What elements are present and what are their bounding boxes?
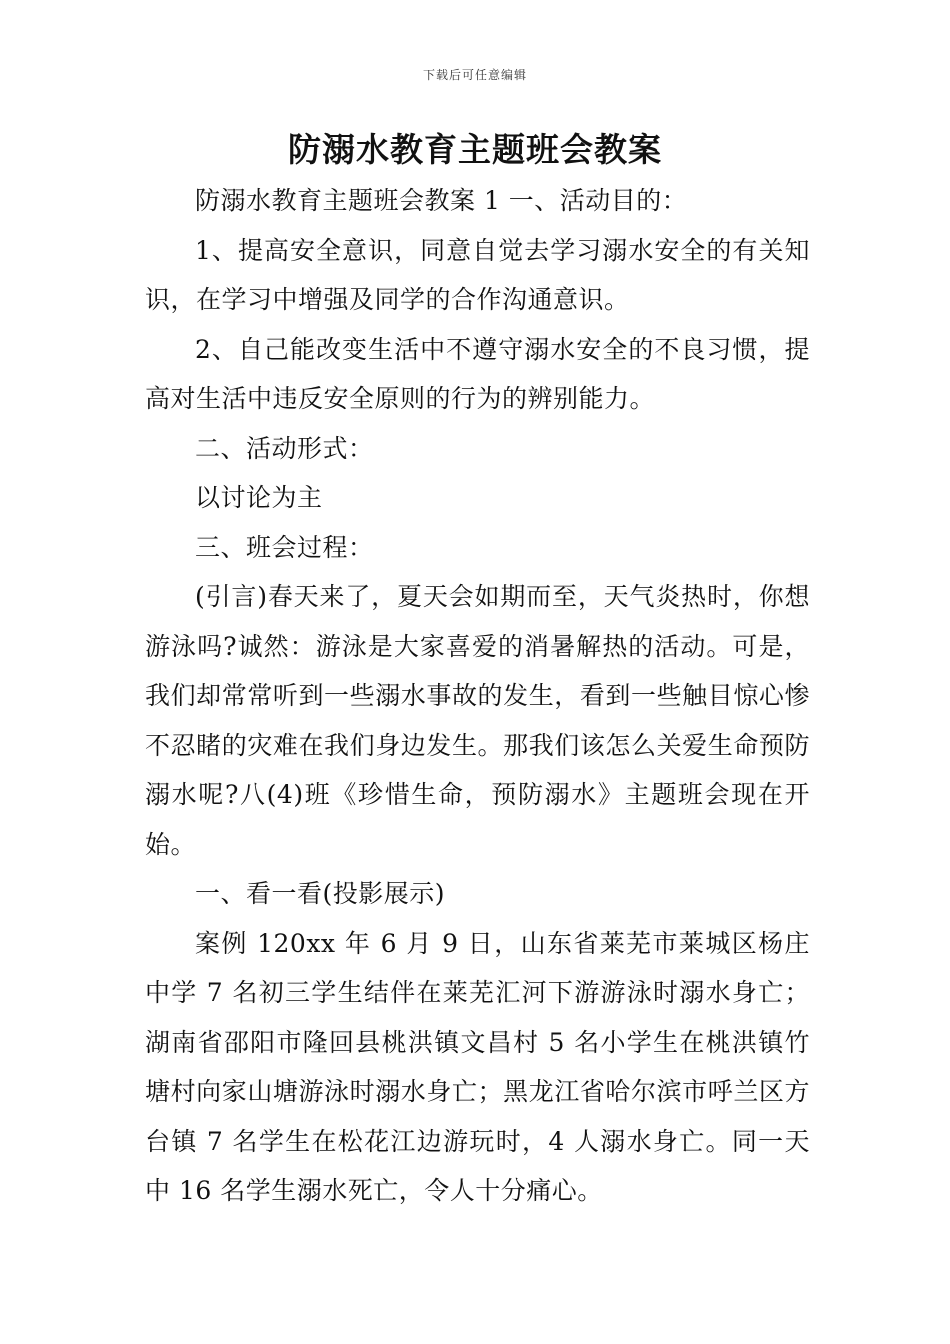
paragraph-preface: (引言)春天来了，夏天会如期而至，天气炎热时，你想游泳吗?诚然：游泳是大家喜爱的消暑解热的活动。可是，我们却常常听到一些溺水事故的发生，看到一些触目惊心惨不忍睹的灾难在我们身边发生。那我们该怎么关爱生命预防溺水呢?八(4)班《珍惜生命，预防溺水》主题班会现在开始。 xyxy=(145,582,810,859)
paragraph-intro: 防溺水教育主题班会教案 1 一、活动目的： xyxy=(195,186,688,215)
paragraph-goal-2: 2、自己能改变生活中不遵守溺水安全的不良习惯，提高对生活中违反安全原则的行为的辨别能力。 xyxy=(145,334,810,413)
document-title: 防溺水教育主题班会教案 xyxy=(288,130,662,169)
paragraph-goal-1: 1、提高安全意识，同意自觉去学习溺水安全的有关知识，在学习中增强及同学的合作沟通意识。 xyxy=(145,235,810,314)
paragraph-form-heading: 二、活动形式： xyxy=(195,433,374,463)
paragraph-look-heading: 一、看一看(投影展示) xyxy=(195,879,446,908)
page-header-note: 下载后可任意编辑 xyxy=(422,68,527,82)
paragraph-case-1: 案例 120xx 年 6 月 9 日，山东省莱芜市莱城区杨庄中学 7 名初三学生结伴在莱芜汇河下游游泳时溺水身亡；湖南省邵阳市隆回县桃洪镇文昌村 5 名小学生在桃洪镇竹塘村向家山塘游泳时溺水身亡；黑龙江省哈尔滨市呼兰区方台镇 7 名学生在松花江边游玩时，4 人溺水身亡。同一天中 16 名学生溺水死亡，令人十分痛心。 xyxy=(145,928,810,1205)
document-body xyxy=(145,176,810,1216)
paragraph-process-heading: 三、班会过程： xyxy=(195,532,374,562)
paragraph-form: 以讨论为主 xyxy=(195,483,323,512)
